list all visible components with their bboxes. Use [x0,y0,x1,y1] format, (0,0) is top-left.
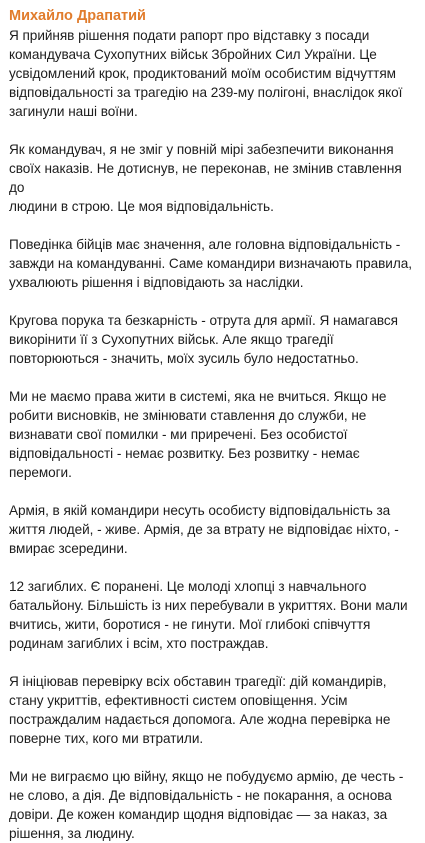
message-paragraph-8: Я ініціював перевірку всіх обставин трагедії: дій командирів, стану укриттів, ефективності систем оповіщення. Усім постраждалим надається допомога. Але жодна перевірка не поверне тих, кого ми втратили. [9,674,391,746]
message-paragraph-5: Ми не маємо права жити в системі, яка не вчиться. Якщо не робити висновків, не змінювати ставлення до служби, не визнавати свої помилки - ми приречені. Без особистої відповідальності - немає розвитку. Без розвитку - немає перемоги. [9,389,387,480]
message-paragraph-4: Кругова порука та безкарність - отрута для армії. Я намагався викорінити її з Сухопутних військ. Але якщо трагедії повторюються - значить, моїх зусиль було недостатньо. [9,313,398,366]
message-paragraph-7: 12 загиблих. Є поранені. Це молоді хлопці з навчального батальйону. Більшість із них перебували в укриттях. Вони мали вчитись, жити, боротися - не гинути. Мої глибокі співчуття родинам загиблих і всім, хто постраждав. [9,579,408,651]
message-paragraph-2: Як командувач, я не зміг у повній мірі забезпечити виконання своїх наказів. Не дотиснув, не переконав, не змінив ставлення до людини в строю. Це моя відповідальність. [9,142,402,214]
message-body [9,26,416,843]
message-paragraph-1: Я прийняв рішення подати рапорт про відставку з посади командувача Сухопутних військ Збройних Сил України. Це усвідомлений крок, продиктований моїм особистим відчуттям відповідальності за трагедію на 239-му полігоні, внаслідок якої загинули наші воїни. [9,28,403,119]
sender-name[interactable]: Михайло Драпатий [9,8,146,24]
message-paragraph-6: Армія, в якій командири несуть особисту відповідальність за життя людей, - живе. Армія, де за втрату не відповідає ніхто, - вмирає зсередини. [9,503,399,556]
message-paragraph-9: Ми не виграємо цю війну, якщо не побудуємо армію, де честь - не слово, а дія. Де відповідальність - не покарання, а основа довіри. Де кожен командир щодня відповідає — за наказ, за рішення, за людину. [9,769,404,841]
message-paragraph-3: Поведінка бійців має значення, але головна відповідальність - завжди на командуванні. Саме командири визначають правила, ухвалюють рішення і відповідають за наслідки. [9,237,412,290]
